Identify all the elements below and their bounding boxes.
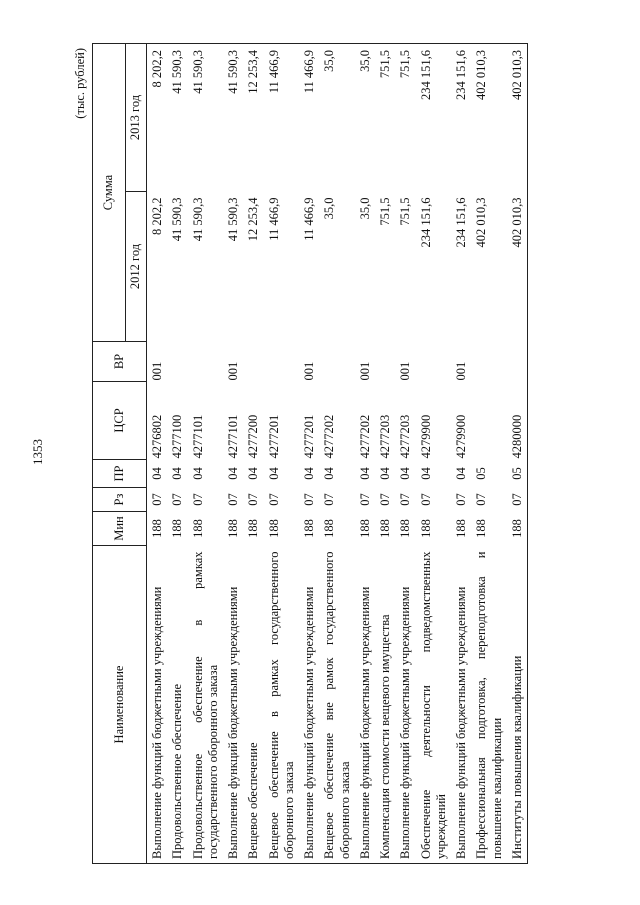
cell-name: Выполнение функций бюджетными учреждениями xyxy=(223,546,243,864)
header-rz: Рз xyxy=(93,488,147,512)
cell-2013: 41 590,3 xyxy=(167,44,187,192)
cell-name: Вещевое обеспечение вне рамок государственного оборонного заказа xyxy=(319,546,355,864)
cell-rz: 07 xyxy=(507,488,528,512)
cell-vr xyxy=(243,342,263,382)
table-row xyxy=(395,44,415,864)
table-row xyxy=(507,44,528,864)
cell-pr: 05 xyxy=(507,460,528,488)
cell-2012: 751,5 xyxy=(398,197,413,226)
cell-2013: 35,0 xyxy=(355,44,375,192)
cell-2013: 41 590,3 xyxy=(223,44,243,192)
cell-rz: 07 xyxy=(150,493,164,506)
header-year-2012: 2012 год xyxy=(126,192,147,342)
table-row xyxy=(167,44,187,864)
cell-pr: 04 xyxy=(378,467,392,480)
cell-pr: 04 xyxy=(266,467,281,480)
cell-2012: 11 466,9 xyxy=(302,197,316,241)
cell-2013: 35,0 xyxy=(319,44,355,192)
cell-rz: 07 xyxy=(322,493,337,506)
cell-min: 188 xyxy=(266,519,281,538)
cell-pr: 04 xyxy=(454,467,468,480)
cell-vr xyxy=(319,342,355,382)
cell-2012: 402 010,3 xyxy=(507,192,528,342)
table-row xyxy=(375,44,395,864)
cell-2012: 8 202,2 xyxy=(150,197,164,235)
cell-rz: 07 xyxy=(190,493,205,506)
cell-vr: 001 xyxy=(398,361,413,381)
cell-2012: 12 253,4 xyxy=(246,197,261,242)
table-body xyxy=(147,44,528,864)
table-row xyxy=(147,44,168,864)
cell-pr: 04 xyxy=(226,467,240,480)
table-header xyxy=(93,44,147,864)
header-sum: Сумма xyxy=(93,44,126,342)
cell-2012: 41 590,3 xyxy=(170,197,185,242)
cell-csr: 4280000 xyxy=(507,382,528,460)
table-row xyxy=(355,44,375,864)
cell-csr: 4277201 xyxy=(266,414,281,459)
cell-pr: 04 xyxy=(398,467,413,480)
cell-name: Продовольственное обеспечение в рамках государственного оборонного заказа xyxy=(188,546,224,864)
cell-min: 188 xyxy=(398,519,413,538)
cell-name: Выполнение функций бюджетными учреждениями xyxy=(147,546,168,864)
cell-name: Компенсация стоимости вещевого имущества xyxy=(375,546,395,864)
cell-2012: 402 010,3 xyxy=(474,197,489,248)
cell-2013: 11 466,9 xyxy=(264,44,300,192)
cell-name: Выполнение функций бюджетными учреждениями xyxy=(299,546,319,864)
cell-rz: 07 xyxy=(246,493,261,506)
cell-rz: 07 xyxy=(226,493,240,506)
cell-2012: 35,0 xyxy=(357,197,372,220)
cell-rz: 07 xyxy=(454,493,468,506)
cell-pr: 04 xyxy=(418,467,433,480)
cell-2013: 11 466,9 xyxy=(299,44,319,192)
cell-vr: 001 xyxy=(357,361,372,381)
cell-2012: 35,0 xyxy=(322,197,337,220)
cell-pr: 04 xyxy=(190,467,205,480)
cell-vr xyxy=(416,342,452,382)
cell-rz: 07 xyxy=(302,493,316,506)
cell-vr xyxy=(507,342,528,382)
header-vr: ВР xyxy=(93,342,147,382)
cell-csr: 4276802 xyxy=(150,414,164,459)
cell-2013: 12 253,4 xyxy=(243,44,263,192)
header-year-2013: 2013 год xyxy=(126,44,147,192)
header-min: Мин xyxy=(93,512,147,546)
cell-name: Выполнение функций бюджетными учреждениями xyxy=(355,546,375,864)
cell-pr: 04 xyxy=(357,467,372,480)
cell-pr: 04 xyxy=(246,467,261,480)
cell-vr: 001 xyxy=(454,361,468,381)
cell-pr: 04 xyxy=(150,467,164,480)
cell-csr: 4277203 xyxy=(378,414,392,459)
table-row xyxy=(188,44,224,864)
table-row xyxy=(451,44,471,864)
header-name: Наименование xyxy=(93,546,147,864)
header-pr: ПР xyxy=(93,460,147,488)
table-row xyxy=(416,44,452,864)
cell-pr: 04 xyxy=(170,467,185,480)
cell-vr xyxy=(375,342,395,382)
cell-rz: 07 xyxy=(357,493,372,506)
cell-vr: 001 xyxy=(150,361,164,381)
cell-2013: 41 590,3 xyxy=(188,44,224,192)
budget-table xyxy=(92,43,528,864)
cell-rz: 07 xyxy=(378,493,392,506)
cell-name: Институты повышения квалификации xyxy=(507,546,528,864)
cell-min: 188 xyxy=(322,519,337,538)
cell-2013: 751,5 xyxy=(375,44,395,192)
cell-rz: 07 xyxy=(474,493,489,506)
cell-vr xyxy=(167,342,187,382)
cell-2012: 11 466,9 xyxy=(266,197,281,241)
cell-min: 188 xyxy=(226,519,240,538)
cell-csr: 4277100 xyxy=(170,414,185,459)
cell-min: 188 xyxy=(302,519,316,538)
cell-2013: 402 010,3 xyxy=(471,44,507,192)
cell-min: 188 xyxy=(507,512,528,546)
cell-vr xyxy=(264,342,300,382)
cell-rz: 07 xyxy=(418,493,433,506)
cell-min: 188 xyxy=(190,519,205,538)
cell-rz: 07 xyxy=(398,493,413,506)
rotated-page-content xyxy=(75,44,587,864)
cell-csr: 4277202 xyxy=(357,414,372,459)
cell-vr: 001 xyxy=(302,361,316,381)
cell-2013: 234 151,6 xyxy=(416,44,452,192)
table-row xyxy=(243,44,263,864)
cell-name: Выполнение функций бюджетными учреждениями xyxy=(451,546,471,864)
cell-pr: 04 xyxy=(322,467,337,480)
cell-csr: 4277200 xyxy=(246,414,261,459)
table-row xyxy=(223,44,243,864)
cell-csr xyxy=(471,382,507,460)
cell-name: Вещевое обеспечение в рамках государственного оборонного заказа xyxy=(264,546,300,864)
cell-pr: 04 xyxy=(302,467,316,480)
table-row xyxy=(471,44,507,864)
cell-min: 188 xyxy=(246,519,261,538)
cell-csr: 4277101 xyxy=(190,414,205,459)
table-row xyxy=(319,44,355,864)
cell-min: 188 xyxy=(357,519,372,538)
cell-min: 188 xyxy=(170,519,185,538)
cell-name: Вещевое обеспечение xyxy=(243,546,263,864)
cell-csr: 4279900 xyxy=(418,414,433,459)
cell-2012: 234 151,6 xyxy=(454,197,468,248)
header-csr: ЦСР xyxy=(93,382,147,460)
cell-rz: 07 xyxy=(266,493,281,506)
page-number: 1353 xyxy=(30,439,45,465)
cell-csr: 4277101 xyxy=(226,414,240,459)
cell-min: 188 xyxy=(150,519,164,538)
cell-2013: 234 151,6 xyxy=(451,44,471,192)
cell-2013: 402 010,3 xyxy=(507,44,528,192)
units-note: (тыс. рублей) xyxy=(73,48,87,119)
cell-2012: 751,5 xyxy=(378,197,392,226)
cell-name: Продовольственное обеспечение xyxy=(167,546,187,864)
cell-2013: 751,5 xyxy=(395,44,415,192)
cell-name: Выполнение функций бюджетными учреждениями xyxy=(395,546,415,864)
cell-pr: 05 xyxy=(474,467,489,480)
cell-rz: 07 xyxy=(170,493,185,506)
cell-min: 188 xyxy=(474,519,489,538)
table-row xyxy=(299,44,319,864)
cell-vr xyxy=(188,342,224,382)
cell-min: 188 xyxy=(378,519,392,538)
cell-2013: 8 202,2 xyxy=(147,44,168,192)
cell-2012: 41 590,3 xyxy=(226,197,240,242)
cell-csr: 4277203 xyxy=(398,414,413,459)
table-row xyxy=(264,44,300,864)
cell-csr: 4277202 xyxy=(322,414,337,459)
cell-min: 188 xyxy=(418,519,433,538)
cell-csr: 4279900 xyxy=(454,414,468,459)
cell-min: 188 xyxy=(454,519,468,538)
cell-name: Профессиональная подготовка, переподготовка и повышение квалификации xyxy=(471,546,507,864)
cell-name: Обеспечение деятельности подведомственных учреждений xyxy=(416,546,452,864)
cell-2012: 41 590,3 xyxy=(190,197,205,242)
cell-2012: 234 151,6 xyxy=(418,197,433,248)
cell-vr xyxy=(471,342,507,382)
cell-csr: 4277201 xyxy=(302,414,316,459)
cell-vr: 001 xyxy=(226,361,240,381)
